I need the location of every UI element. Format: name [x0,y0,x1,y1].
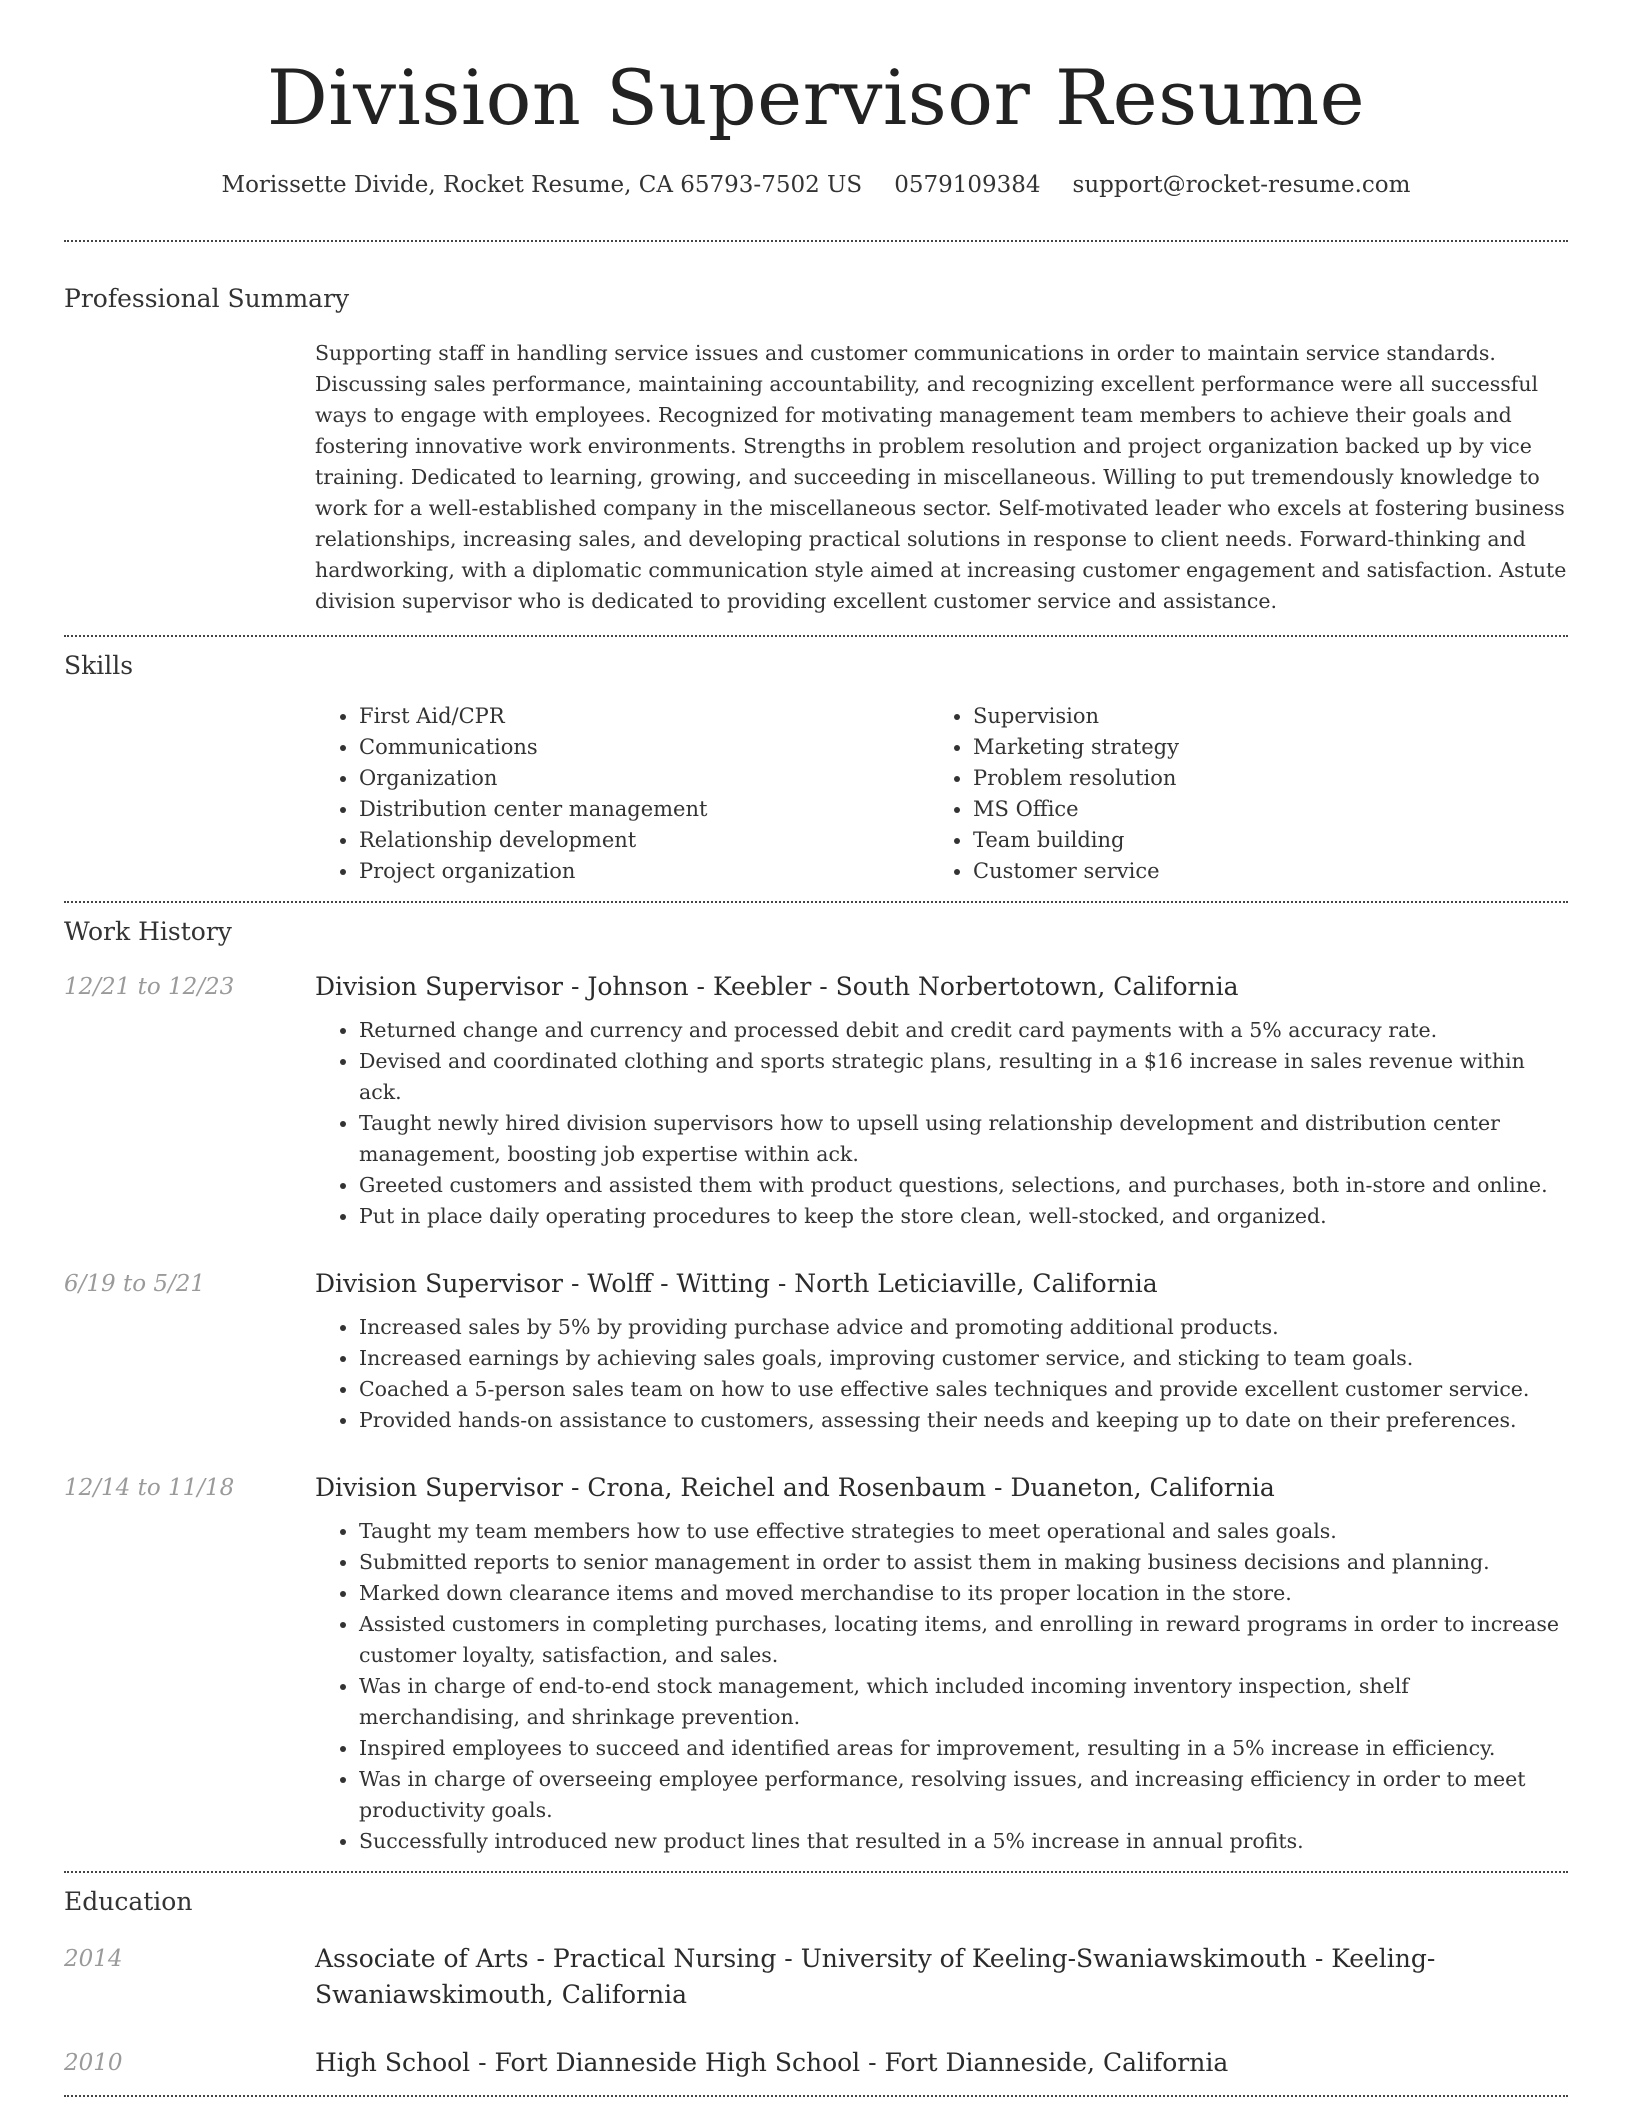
resume-title: Division Supervisor Resume [266,53,1366,142]
skill-item: • First Aid/CPR [359,701,929,732]
skill-item: • Communications [359,732,929,763]
list-item: • Assisted customers in completing purchases, locating items, and enrolling in reward programs in order to increase customer loyalty, satisfaction, and sales. [359,1609,1568,1671]
education-date: 2010 [64,2050,123,2076]
list-item: • Successfully introduced new product lines that resulted in a 5% increase in annual profits. [359,1826,1568,1857]
education-entry [64,1941,1568,2013]
job-title: Division Supervisor - Crona, Reichel and Rosenbaum - Duaneton, California [315,1473,1275,1502]
job-body [315,1470,1568,1857]
job-entry [64,1266,1568,1436]
skill-item: • Customer service [973,856,1543,887]
contact-address: Morissette Divide, Rocket Resume, CA 65793-7502 US [221,172,863,198]
skills-column-right [929,701,1543,887]
list-item: • Marked down clearance items and moved merchandise to its proper location in the store. [359,1578,1568,1609]
skill-item: • MS Office [973,794,1543,825]
education-title: High School - Fort Dianneside High School - Fort Dianneside, California [315,2048,1229,2077]
section-heading-skills: Skills [64,651,134,680]
list-item: • Inspired employees to succeed and identified areas for improvement, resulting in a 5% increase in efficiency. [359,1733,1568,1764]
list-item: • Was in charge of end-to-end stock management, which included incoming inventory inspection, shelf merchandising, and shrinkage prevention. [359,1671,1568,1733]
list-item: • Put in place daily operating procedures to keep the store clean, well-stocked, and organized. [359,1201,1568,1232]
list-item: • Increased earnings by achieving sales goals, improving customer service, and sticking to team goals. [359,1343,1568,1374]
section-heading-work: Work History [64,917,232,946]
skill-item: • Marketing strategy [973,732,1543,763]
education-entry [64,2045,1568,2081]
divider [64,635,1568,637]
job-title: Division Supervisor - Wolff - Witting - North Leticiaville, California [315,1269,1158,1298]
section-heading-summary: Professional Summary [64,284,350,313]
skill-item: • Distribution center management [359,794,929,825]
skill-item: • Relationship development [359,825,929,856]
skill-item: • Problem resolution [973,763,1543,794]
list-item: • Was in charge of overseeing employee performance, resolving issues, and increasing efficiency in order to meet productivity goals. [359,1764,1568,1826]
section-heading-education: Education [64,1887,193,1916]
job-title: Division Supervisor - Johnson - Keebler - South Norbertotown, California [315,972,1239,1001]
divider [64,901,1568,903]
contact-email: support@rocket-resume.com [1072,172,1411,198]
divider [64,1871,1568,1873]
job-entry [64,1470,1568,1857]
divider [64,2095,1568,2097]
skills-list [315,701,1568,887]
skill-item: • Team building [973,825,1543,856]
education-body [315,1941,1568,2013]
job-date: 12/21 to 12/23 [64,974,235,1000]
skill-item: • Project organization [359,856,929,887]
list-item: • Provided hands-on assistance to customers, assessing their needs and keeping up to date on their preferences. [359,1405,1568,1436]
list-item: • Coached a 5-person sales team on how to use effective sales techniques and provide excellent customer service. [359,1374,1568,1405]
education-body [315,2045,1568,2081]
list-item: • Taught newly hired division supervisors how to upsell using relationship development and distribution center management, boosting job expertise within ack. [359,1108,1568,1170]
list-item: • Taught my team members how to use effective strategies to meet operational and sales goals. [359,1516,1568,1547]
resume-page [64,0,1568,2097]
job-bullets [315,1312,1568,1436]
job-date: 12/14 to 11/18 [64,1475,235,1501]
job-body [315,1266,1568,1436]
skill-item: • Organization [359,763,929,794]
contact-phone: 0579109384 [894,172,1041,198]
divider [64,240,1568,242]
contact-line [64,170,1568,200]
list-item: • Greeted customers and assisted them with product questions, selections, and purchases, both in-store and online. [359,1170,1568,1201]
education-title: Associate of Arts - Practical Nursing - University of Keeling-Swaniawskimouth - Keeling-Swaniawskimouth, California [315,1944,1436,2009]
education-date: 2014 [64,1946,123,1972]
job-date: 6/19 to 5/21 [64,1271,206,1297]
job-bullets [315,1516,1568,1857]
job-bullets [315,1015,1568,1232]
skills-column-left [315,701,929,887]
list-item: • Returned change and currency and processed debit and credit card payments with a 5% accuracy rate. [359,1015,1568,1046]
job-entry [64,969,1568,1232]
list-item: • Increased sales by 5% by providing purchase advice and promoting additional products. [359,1312,1568,1343]
skill-item: • Supervision [973,701,1543,732]
list-item: • Devised and coordinated clothing and sports strategic plans, resulting in a $16 increase in sales revenue within ack. [359,1046,1568,1108]
summary-text: Supporting staff in handling service issues and customer communications in order to maintain service standards. Discussing sales performance, maintaining accountability, and recognizing excellent performance were all successful ways to engage with employees. Recognized for motivating management team members to achieve their goals and fostering innovative work environments. Strengths in problem resolution and project organization backed up by vice training. Dedicated to learning, growing, and succeeding in miscellaneous. Willing to put tremendously knowledge to work for a well-established company in the miscellaneous sector. Self-motivated leader who excels at fostering business relationships, increasing sales, and developing practical solutions in response to client needs. Forward-thinking and hardworking, with a diplomatic communication style aimed at increasing customer engagement and satisfaction. Astute division supervisor who is dedicated to providing excellent customer service and assistance. [315,341,1567,613]
list-item: • Submitted reports to senior management in order to assist them in making business decisions and planning. [359,1547,1568,1578]
job-body [315,969,1568,1232]
